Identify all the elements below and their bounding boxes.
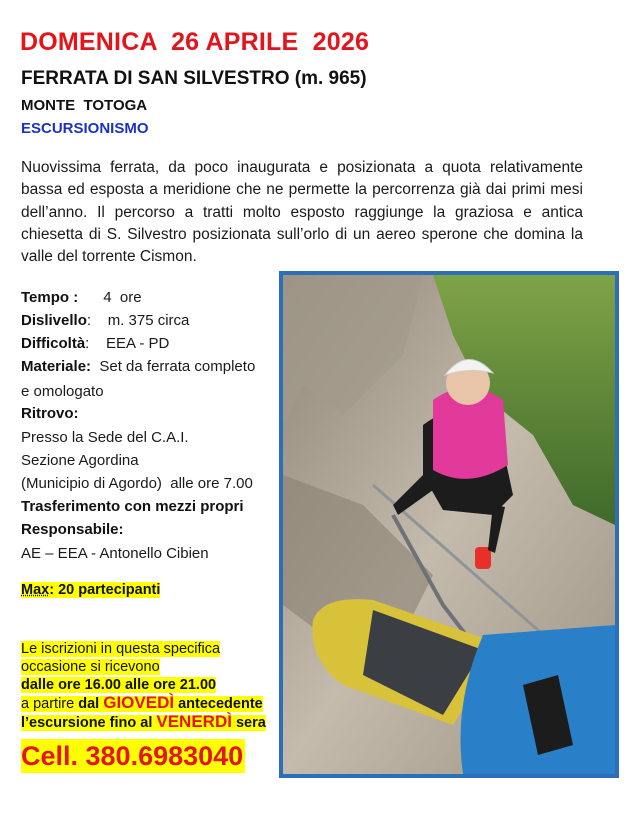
- signup-line4b: dal: [78, 696, 104, 712]
- mountain-name: MONTE TOTOGA: [21, 97, 148, 114]
- difficolta-label: Difficoltà: [21, 335, 86, 352]
- transfer-note: [21, 495, 244, 518]
- materiale-value: Set da ferrata completo: [91, 358, 256, 375]
- venerdi-text: VENERDÌ: [156, 712, 232, 731]
- ritrovo-line2: Sezione Agordina: [21, 452, 139, 469]
- giovedi-text: GIOVEDÌ: [103, 693, 175, 712]
- materiale-row: [21, 355, 255, 378]
- tempo-label: Tempo :: [21, 289, 79, 306]
- tempo-row: [21, 286, 142, 309]
- activity-category: ESCURSIONISMO: [21, 120, 149, 137]
- signup-line3: dalle ore 16.00 alle ore 21.00: [21, 677, 217, 693]
- dislivello-value: : m. 375 circa: [86, 312, 190, 329]
- red-glove: [475, 547, 491, 569]
- materiale-label: Materiale:: [21, 358, 92, 375]
- ritrovo-label-text: Ritrovo:: [21, 405, 79, 422]
- tempo-value: 4 ore: [103, 289, 142, 306]
- event-date-title: DOMENICA 26 APRILE 2026: [20, 28, 370, 56]
- signup-line1: Le iscrizioni in questa specifica: [21, 641, 221, 657]
- signup-info: [21, 640, 266, 732]
- signup-line4: [21, 693, 263, 712]
- phone-number: Cell. 380.6983040: [21, 741, 244, 771]
- signup-line5a: l’escursione fino al: [21, 715, 157, 731]
- climber-photo-illustration: [283, 275, 615, 774]
- responsabile-label: [21, 518, 124, 541]
- climber-photo: [279, 271, 619, 778]
- dislivello-label: Dislivello: [21, 312, 87, 329]
- route-title: FERRATA DI SAN SILVESTRO (m. 965): [21, 68, 367, 89]
- transfer-text: Trasferimento con mezzi propri: [21, 498, 244, 515]
- signup-line5c: sera: [231, 715, 266, 731]
- responsabile-value: AE – EEA - Antonello Cibien: [21, 545, 209, 562]
- materiale-value-cont: e omologato: [21, 383, 104, 400]
- max-value: : 20 partecipanti: [49, 582, 161, 598]
- signup-line2: occasione si ricevono: [21, 659, 160, 675]
- signup-line4a: a partire: [21, 696, 79, 712]
- difficolta-value: : EEA - PD: [85, 335, 170, 352]
- max-participants: [21, 582, 160, 598]
- max-label: Max: [21, 582, 50, 598]
- signup-line5: [21, 712, 266, 731]
- ritrovo-line3: (Municipio di Agordo) alle ore 7.00: [21, 475, 253, 492]
- difficolta-row: [21, 332, 169, 355]
- responsabile-label-text: Responsabile:: [21, 521, 124, 538]
- ritrovo-line1: Presso la Sede del C.A.I.: [21, 429, 189, 446]
- signup-line4d: antecedente: [174, 696, 263, 712]
- ritrovo-label: [21, 402, 79, 425]
- dislivello-row: [21, 309, 189, 332]
- route-description: Nuovissima ferrata, da poco inaugurata e posizionata a quota relativamente bassa ed esposta a meridione che ne permette la percorrenza già dai primi mesi dell’anno. Il percorso a tratti molto esposto raggiunge la graziosa e antica chiesetta di S. Silvestro posizionata sull’orlo di un aereo sperone che domina la valle del torrente Cismon.: [21, 159, 583, 266]
